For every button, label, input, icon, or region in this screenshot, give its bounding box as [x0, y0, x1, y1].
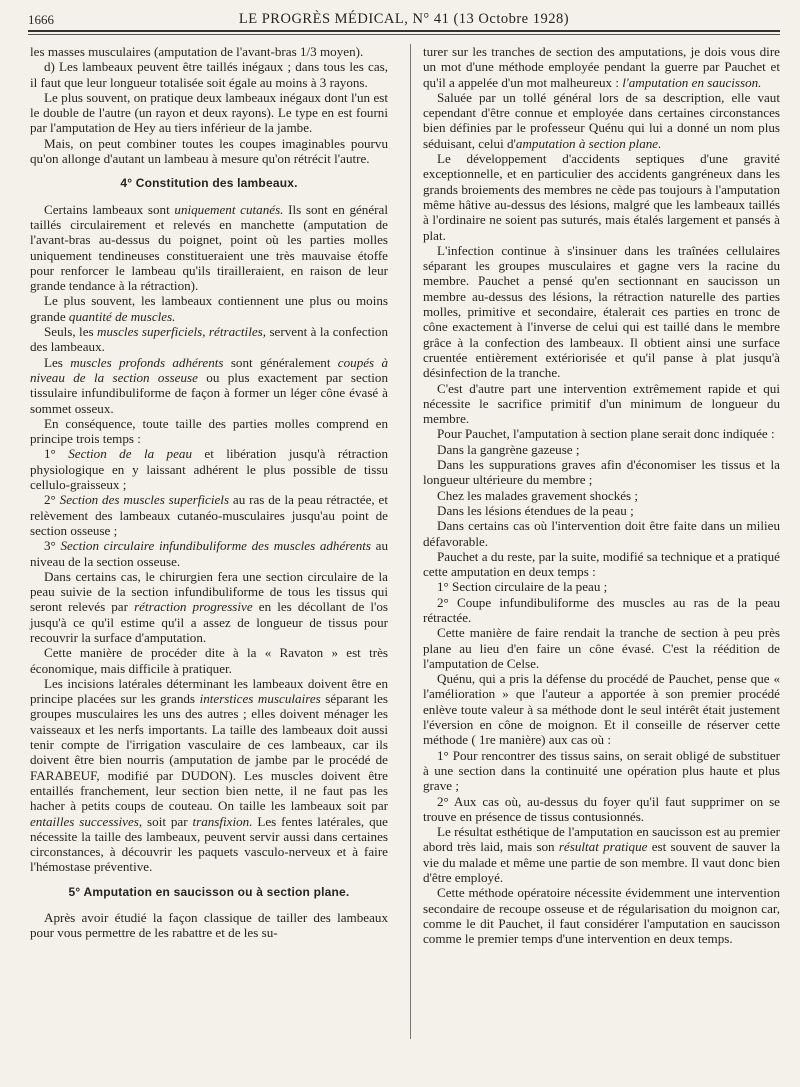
section-heading: 4° Constitution des lambeaux.	[120, 176, 298, 191]
paragraph: 2° Section des muscles superficiels au ras de la peau rétractée, et relèvement des lambeaux cutanéo-musculaires jusqu'au point de section osseuse ;	[30, 492, 388, 538]
list-item: Chez les malades gravement shockés ;	[437, 487, 639, 503]
paragraph: Cette manière de faire rendait la tranche de section à peu près plane au lieu d'en faire un cône évasé. C'est la réédition de l'amputation de Celse.	[423, 625, 780, 671]
section-heading: 5° Amputation en saucisson ou à section plane.	[68, 884, 350, 899]
paragraph: Pauchet a du reste, par la suite, modifié sa technique et a pratiqué cette amputation en deux temps :	[423, 548, 780, 580]
paragraph: 1° Section de la peau et libération jusqu'à rétraction physiologique en y laissant adhérent le plus possible de tissu cellulo-graisseux ;	[30, 446, 388, 493]
paragraph: Cette méthode opératoire nécessite évidemment une intervention secondaire de recoupe osseuse et de régularisation du moignon car, comme le dit Pauchet, il faut considérer l'amputation en saucisson comme le premier temps d'une intervention en deux temps.	[423, 885, 780, 947]
paragraph: L'infection continue à s'insinuer dans les traînées cellulaires séparant les groupes musculaires et gagne vers la racine du membre. Pauchet a pensé qu'en sectionnant en saucisson un membre au-dessus des lésions, la rétraction naturelle des parties molles, primitive et secondaire, étalerait ces parties en tronc de cône exactement à l'inverse de celui qui est taillé dans le membre grâce à la confection des lambeaux. Il obtient ainsi une surface cruentée entièrement extériorisée et qu'il panse à plat jusqu'à désinfection de la tranche.	[423, 242, 780, 381]
paragraph: 1° Section circulaire de la peau ;	[437, 579, 608, 595]
list-item: Dans certains cas où l'intervention doit être faite dans un milieu défavorable.	[423, 518, 780, 549]
paragraph: Seuls, les muscles superficiels, rétractiles, servent à la confection des lambeaux.	[30, 324, 388, 355]
paragraph: turer sur les tranches de section des amputations, je dois vous dire un mot d'une méthode employée pendant la guerre par Pauchet et qu'il a appelée d'un mot malheureux : l'amputation en saucisson.	[423, 44, 780, 90]
page-header	[28, 8, 780, 30]
paragraph: Cette manière de procéder dite à la « Ravaton » est très économique, mais difficile à pratiquer.	[30, 645, 388, 676]
page-number: 1666	[28, 12, 54, 27]
list-item: Dans les suppurations graves afin d'économiser les tissus et la longueur ultérieure du membre ;	[423, 457, 780, 488]
paragraph: Les muscles profonds adhérents sont généralement coupés à niveau de la section osseuse ou plus exactement par section tissulaire infundibuliforme de façon à former un léger cône évasé à sommet osseux.	[30, 354, 389, 416]
paragraph: Certains lambeaux sont uniquement cutanés. Ils sont en général taillés circulairement et relevés en manchette (amputation de l'avant-bras au-dessus du poignet, point où les parties molles uniquement tendineuses constitueraient une très mauvaise étoffe pour renforcer le lambeau qu'ils tirailleraient, en raison de leur grande tendance à la rétraction).	[30, 201, 388, 294]
paragraph: Dans certains cas, le chirurgien fera une section circulaire de la peau suivie de la section infundibuliforme de tous les tissus qui seront relevés par rétraction progressive en les décollant de l'os jusqu'à ce qu'il estime qu'il a assez de longueur de tissus pour recouvrir la surface d'amputation.	[30, 568, 389, 645]
paragraph: 2° Aux cas où, au-dessus du foyer qu'il faut supprimer on se trouve en présence de tissus contusionnés.	[423, 793, 780, 824]
indication-list	[423, 442, 780, 549]
running-title: LE PROGRÈS MÉDICAL, N° 41 (13 Octobre 1928)	[238, 11, 570, 27]
column-divider	[410, 44, 411, 1039]
paragraph: Les incisions latérales déterminant les lambeaux doivent être en principe placées sur les grands interstices musculaires séparant les groupes musculaires les uns des autres ; elles doivent ménager les vaisseaux et les nerfs importants. La taille des lambeaux doit aussi tenir compte de l'irrigation vasculaire de ces lambeaux, car ils doivent être bien nourris (amputation de jambe par le procédé de FARABEUF, modifié par DUDON). Les muscles doivent être entaillés franchement, leur section bien nette, il ne faut pas les hacher à petits coups de couteau. On taille les lambeaux soit par entailles successives, soit par transfixion. Les fentes latérales, que nécessite la taille des lambeaux, peuvent servir aussi dans certaines circonstances, à découvrir les paquets vasculo-nerveux et à faire l'hémostase préventive.	[30, 675, 388, 875]
paragraph: les masses musculaires (amputation de l'avant-bras 1/3 moyen).	[30, 44, 364, 59]
paragraph: d) Les lambeaux peuvent être taillés inégaux ; dans tous les cas, il faut que leur longueur totalisée soit égale au moins à 3 rayons.	[30, 59, 388, 90]
list-item: Dans les lésions étendues de la peau ;	[437, 502, 634, 518]
paragraph: Saluée par un tollé général lors de sa description, elle vaut cependant d'être connue et employée dans certaines circonstances bien définies par le professeur Quénu qui lui a donné un nom plus séduisant, celui d'amputation à section plane.	[423, 89, 780, 151]
paragraph: En conséquence, toute taille des parties molles comprend en principe trois temps :	[30, 415, 388, 447]
paragraph: 2° Coupe infundibuliforme des muscles au ras de la peau rétractée.	[423, 594, 780, 625]
paragraph: 3° Section circulaire infundibuliforme des muscles adhérents au niveau de la section osseuse.	[30, 538, 388, 569]
header-rule	[28, 30, 780, 32]
paragraph: Le plus souvent, les lambeaux contiennent une plus ou moins grande quantité de muscles.	[30, 293, 388, 324]
paragraph: Pour Pauchet, l'amputation à section plane serait donc indiquée :	[437, 426, 775, 442]
paragraph: Le plus souvent, on pratique deux lambeaux inégaux dont l'un est le double de l'autre (un rayon et deux rayons). Le type en est fourni par l'amputation de Hey au tiers inférieur de la jambe.	[30, 89, 388, 136]
paragraph: Quénu, qui a pris la défense du procédé de Pauchet, pense que « l'amélioration » que l'auteur a apportée à son premier procédé enlève toute valeur à sa méthode dont le seul intérêt était justement l'éversion en cône de moignon. Et il conseille de réserver cette méthode ( 1re manière) aux cas où :	[423, 671, 780, 748]
paragraph: Après avoir étudié la façon classique de tailler des lambeaux pour vous permettre de les rabattre et de les su-	[30, 910, 388, 941]
left-column	[30, 44, 388, 941]
paragraph: Le développement d'accidents septiques d'une gravité exceptionnelle, et en particulier des accidents gangréneux dans les grands broiements des membres ne cède pas toujours à l'amputation même hâtive au-dessus des lésions, malgré que les lambeaux taillés à l'ordinaire ne soient pas suturés, mais étalés largement et pansés à plat.	[423, 151, 780, 243]
list-item: Dans la gangrène gazeuse ;	[437, 441, 580, 457]
header-rule-thin	[28, 34, 780, 35]
right-column	[423, 44, 780, 947]
paragraph: Le résultat esthétique de l'amputation en saucisson est au premier abord très laid, mais son résultat pratique est souvent de sauver la vie du malade et même une partie de son membre. Il vaut donc bien d'être employé.	[423, 824, 781, 886]
paragraph: 1° Pour rencontrer des tissus sains, on serait obligé de substituer à une section dans la continuité une opération plus haute et plus grave ;	[423, 747, 780, 794]
paragraph: C'est d'autre part une intervention extrêmement rapide et qui nécessite le sacrifice primitif d'un minimum de longueur du membre.	[423, 380, 780, 427]
paragraph: Mais, on peut combiner toutes les coupes imaginables pourvu qu'on allonge d'autant un lambeau à mesure qu'on rétrécit l'autre.	[30, 135, 388, 167]
